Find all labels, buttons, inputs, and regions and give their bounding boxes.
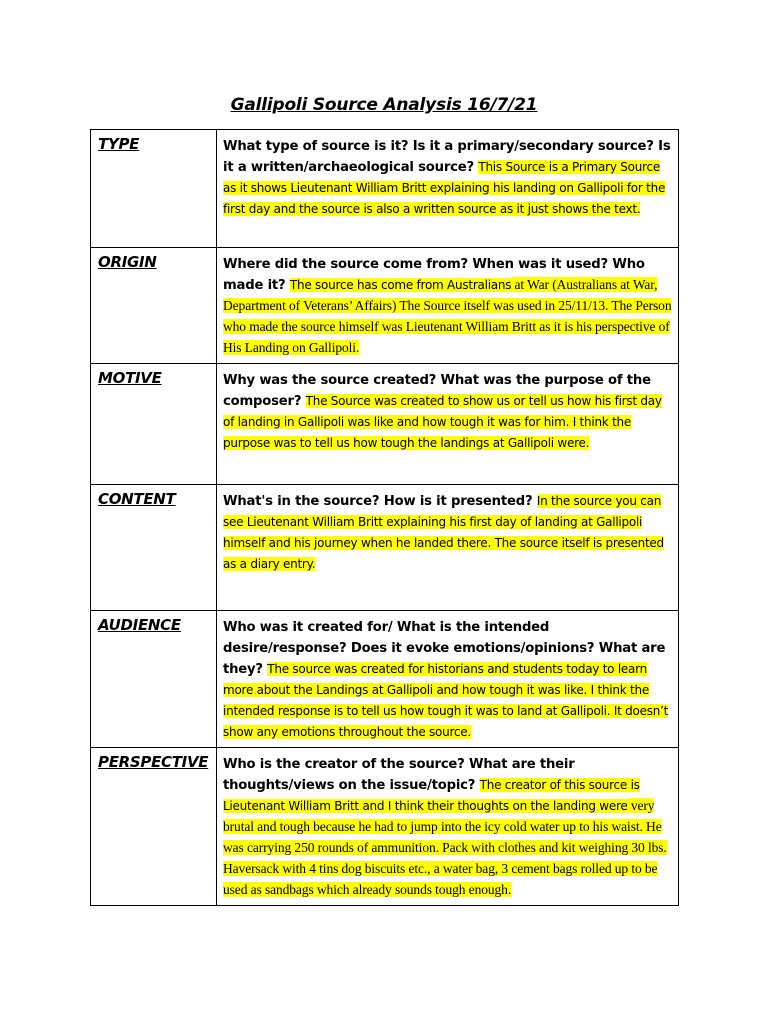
- row-content-cell: [217, 130, 679, 248]
- table-row-perspective: [91, 748, 679, 906]
- row-label-content: CONTENT: [98, 490, 176, 508]
- question-text: What's in the source? How is it presented?: [223, 494, 533, 509]
- row-label-cell: [91, 748, 217, 906]
- highlighted-answer-continued: at War (Australians at War, Department of Veterans’ Affairs) The Source itself was used in 25/11/13. The Person who made the source himself was Lieutenant William Britt as it is his perspective of His Landing on Gallipoli.: [223, 277, 672, 355]
- highlighted-answer: The creator of this source is Lieutenant William Britt and I think their thoughts on the landing were: [223, 778, 640, 813]
- row-label-audience: AUDIENCE: [98, 616, 181, 634]
- table-row-content: [91, 485, 679, 611]
- question-text: Where did the source come from? When was it used? Who made it?: [223, 257, 645, 293]
- row-label-cell: [91, 485, 217, 611]
- source-analysis-table: [90, 129, 679, 906]
- row-content-cell: [217, 485, 679, 611]
- row-content-cell: [217, 364, 679, 485]
- row-label-origin: ORIGIN: [98, 253, 157, 271]
- document-title: Gallipoli Source Analysis 16/7/21: [230, 95, 538, 115]
- row-label-cell: [91, 130, 217, 248]
- highlighted-answer: This Source is a Primary Source as it shows Lieutenant William Britt explaining his landing on Gallipoli for the first day and the source is also a written source as it just shows the text.: [223, 160, 666, 216]
- row-content-cell: [217, 611, 679, 748]
- question-text: Who was it created for/ What is the intended desire/response? Does it evoke emotions/opinions? What are they?: [223, 620, 666, 677]
- row-label-perspective: PERSPECTIVE: [98, 753, 209, 771]
- highlighted-answer-continued: very brutal and tough because he had to jump into the icy cold water up to his waist. He was carrying 250 rounds of ammunition. Pack with clothes and kit weighing 30 lbs. Haversack with 4 tins dog biscuits etc., a water bag, 3 cement bags rolled up to be used as sandbags which already sounds tough enough.: [223, 798, 667, 897]
- table-row-origin: [91, 248, 679, 364]
- highlighted-answer: In the source you can see Lieutenant William Britt explaining his first day of landing at Gallipoli himself and his journey when he landed there. The source itself is presented as a diary entry.: [223, 494, 664, 571]
- row-label-type: TYPE: [98, 135, 140, 153]
- row-content-cell: [217, 748, 679, 906]
- highlighted-answer: The source has come from Australians: [289, 278, 512, 292]
- row-label-cell: [91, 364, 217, 485]
- question-text: Who is the creator of the source? What are their thoughts/views on the issue/topic?: [223, 757, 575, 793]
- table-row-type: [91, 130, 679, 248]
- question-text: Why was the source created? What was the purpose of the composer?: [223, 373, 651, 409]
- row-label-motive: MOTIVE: [98, 369, 162, 387]
- row-label-cell: [91, 611, 217, 748]
- highlighted-answer: The Source was created to show us or tell us how his first day of landing in Gallipoli was like and how tough it was for him. I think the purpose was to tell us how tough the landings at Gallipoli were.: [223, 394, 662, 450]
- row-label-cell: [91, 248, 217, 364]
- row-content-cell: [217, 248, 679, 364]
- highlighted-answer: The source was created for historians and students today to learn more about the Landings at Gallipoli and how tough it was like. I think the intended response is to tell us how tough it was to land at Gallipoli. It doesn’t show any emotions throughout the source.: [223, 662, 669, 739]
- question-text: What type of source is it? Is it a primary/secondary source? Is it a written/archaeological source?: [223, 139, 671, 175]
- table-row-audience: [91, 611, 679, 748]
- table-row-motive: [91, 364, 679, 485]
